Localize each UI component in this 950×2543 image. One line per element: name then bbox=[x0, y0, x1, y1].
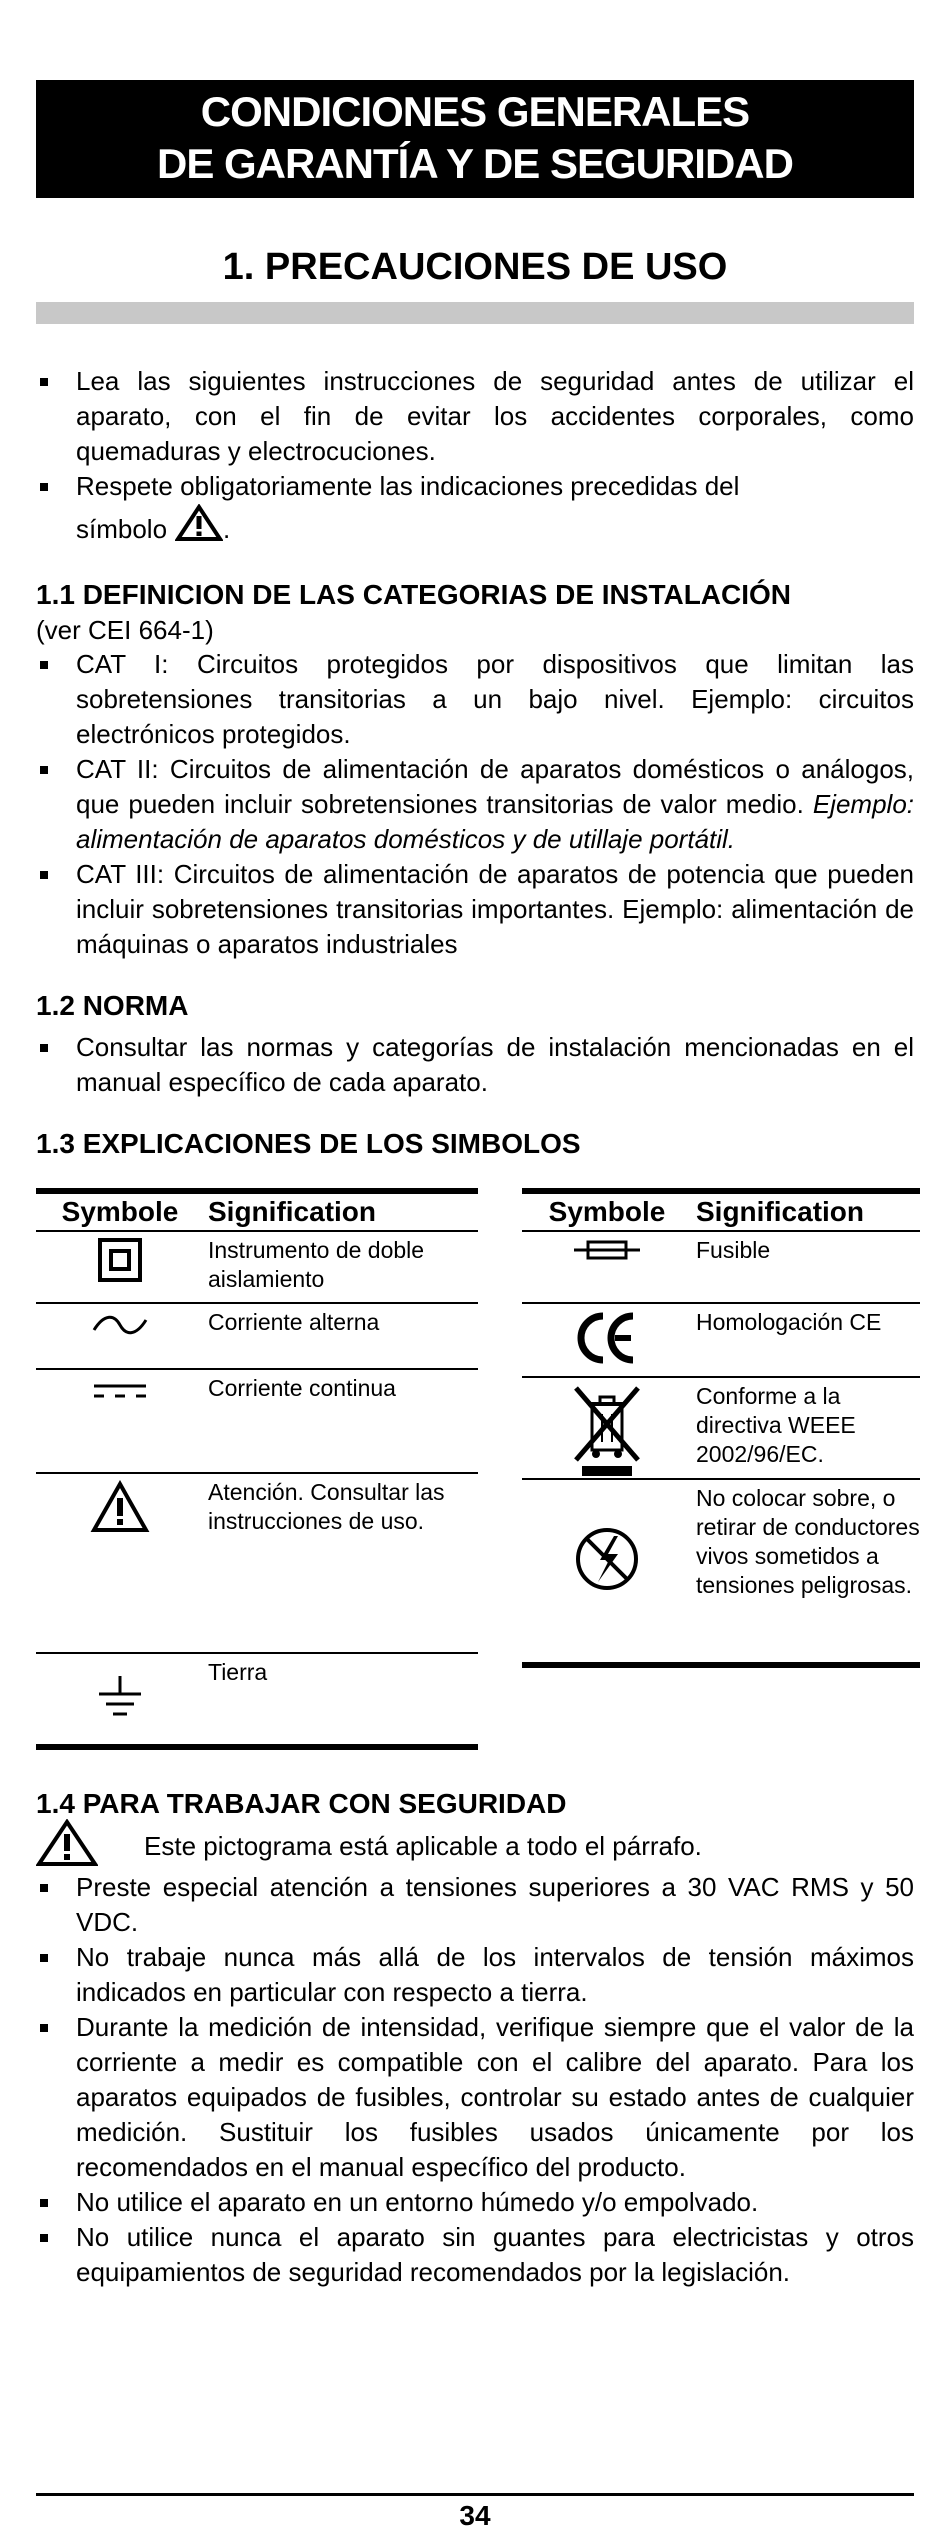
row-text: Corriente alterna bbox=[208, 1309, 380, 1335]
pictogram-note bbox=[36, 1822, 914, 1870]
section-1-title: 1. PRECAUCIONES DE USO bbox=[222, 246, 728, 288]
banner-line-1: CONDICIONES GENERALES bbox=[200, 88, 750, 135]
list-item bbox=[36, 469, 914, 551]
row-text: Atención. Consultar las instrucciones de uso. bbox=[208, 1479, 445, 1534]
header-symbol: Symbole bbox=[548, 1196, 666, 1227]
section-1-2-title: 1.2 NORMA bbox=[36, 990, 189, 1021]
table-row bbox=[36, 1370, 478, 1474]
list-item: No trabaje nunca más allá de los intervalos de tensión máximos indicados en particular con respecto a tierra. bbox=[36, 1940, 914, 2010]
section-1-4-title: 1.4 PARA TRABAJAR CON SEGURIDAD bbox=[36, 1788, 567, 1819]
weee-bin-icon bbox=[572, 1384, 642, 1487]
list-item-text: CAT II: Circuitos de alimentación de aparatos domésticos o análogos, que pueden incluir sobretensiones transitorias de valor medio. bbox=[76, 754, 914, 819]
ce-mark-icon bbox=[575, 1310, 639, 1373]
row-text: Fusible bbox=[696, 1237, 771, 1263]
section-divider bbox=[36, 302, 914, 324]
section-1-list bbox=[36, 364, 914, 551]
pictogram-note-text: Este pictograma está aplicable a todo el párrafo. bbox=[144, 1830, 702, 1861]
double-insulation-icon bbox=[98, 1238, 142, 1289]
header-meaning: Signification bbox=[696, 1196, 864, 1227]
symbol-suffix: . bbox=[223, 514, 231, 544]
earth-ground-icon bbox=[95, 1674, 145, 1729]
table-header bbox=[522, 1188, 920, 1232]
table-header bbox=[36, 1188, 478, 1232]
list-item: Durante la medición de intensidad, verifique siempre que el valor de la corriente a medir es compatible con el calibre del aparato. Para los aparatos equipados de fusibles, controlar su estado antes de cualquier medición. Sustituir los fusibles usados únicamente por los recomendados en el manual específico del producto. bbox=[36, 2010, 914, 2185]
row-text: Homologación CE bbox=[696, 1309, 882, 1335]
list-item: CAT III: Circuitos de alimentación de aparatos de potencia que pueden incluir sobretensiones transitorias importantes. Ejemplo: alimentación de máquinas o aparatos industriales bbox=[36, 857, 914, 962]
header-symbol: Symbole bbox=[61, 1196, 179, 1227]
row-text: Corriente continua bbox=[208, 1375, 396, 1401]
page-number: 34 bbox=[459, 2500, 491, 2531]
footer-divider bbox=[36, 2493, 914, 2496]
table-row bbox=[36, 1654, 478, 1750]
no-live-conductors-icon bbox=[574, 1526, 640, 1599]
list-item: Preste especial atención a tensiones superiores a 30 VAC RMS y 50 VDC. bbox=[36, 1870, 914, 1940]
section-1-1-title: 1.1 DEFINICION DE LAS CATEGORIAS DE INSTALACIÓN bbox=[36, 579, 792, 610]
row-text: No colocar sobre, o retirar de conductores vivos sometidos a tensiones peligrosas. bbox=[696, 1485, 920, 1598]
symbols-table-left bbox=[36, 1188, 478, 1750]
warning-icon bbox=[175, 504, 223, 551]
warning-icon bbox=[90, 1480, 150, 1541]
direct-current-icon bbox=[90, 1376, 150, 1413]
category-list bbox=[36, 647, 914, 962]
list-item bbox=[36, 752, 914, 857]
list-item: No utilice nunca el aparato sin guantes para electricistas y otros equipamientos de seguridad recomendados por la legislación. bbox=[36, 2220, 914, 2290]
section-1-1-note: (ver CEI 664-1) bbox=[36, 615, 214, 645]
table-row bbox=[36, 1304, 478, 1370]
row-text: Conforme a la directiva WEEE 2002/96/EC. bbox=[696, 1383, 856, 1467]
title-banner bbox=[36, 80, 914, 198]
table-row bbox=[522, 1304, 920, 1378]
list-item: Consultar las normas y categorías de instalación mencionadas en el manual específico de cada aparato. bbox=[36, 1030, 914, 1100]
table-row bbox=[36, 1474, 478, 1654]
table-row bbox=[522, 1480, 920, 1668]
row-text: Tierra bbox=[208, 1659, 268, 1685]
list-item: Lea las siguientes instrucciones de seguridad antes de utilizar el aparato, con el fin de evitar los accidentes corporales, como quemaduras y electrocuciones. bbox=[36, 364, 914, 469]
banner-line-2: DE GARANTÍA Y DE SEGURIDAD bbox=[157, 140, 793, 187]
symbols-table-right bbox=[522, 1188, 920, 1668]
norma-list bbox=[36, 1030, 914, 1100]
list-item-text: Respete obligatoriamente las indicaciones precedidas del bbox=[76, 471, 740, 501]
table-row bbox=[36, 1232, 478, 1304]
section-1-3-title: 1.3 EXPLICACIONES DE LOS SIMBOLOS bbox=[36, 1128, 581, 1159]
list-item-example: Ejemplo: alimentación de aparatos domésticos y de utillaje portátil. bbox=[76, 789, 914, 854]
list-item: No utilice el aparato en un entorno húmedo y/o empolvado. bbox=[36, 2185, 914, 2220]
alternating-current-icon bbox=[90, 1310, 150, 1347]
table-row bbox=[522, 1232, 920, 1304]
warning-icon bbox=[36, 1819, 98, 1874]
header-meaning: Signification bbox=[208, 1196, 376, 1227]
symbols-tables bbox=[36, 1188, 920, 1748]
row-text: Instrumento de doble aislamiento bbox=[208, 1237, 425, 1292]
list-item: CAT I: Circuitos protegidos por dispositivos que limitan las sobretensiones transitorias a un bajo nivel. Ejemplo: circuitos electrónicos protegidos. bbox=[36, 647, 914, 752]
document-page bbox=[36, 80, 920, 2290]
safety-list bbox=[36, 1870, 914, 2290]
symbol-word: símbolo bbox=[76, 514, 168, 544]
fuse-icon bbox=[572, 1238, 642, 1269]
table-row bbox=[522, 1378, 920, 1480]
